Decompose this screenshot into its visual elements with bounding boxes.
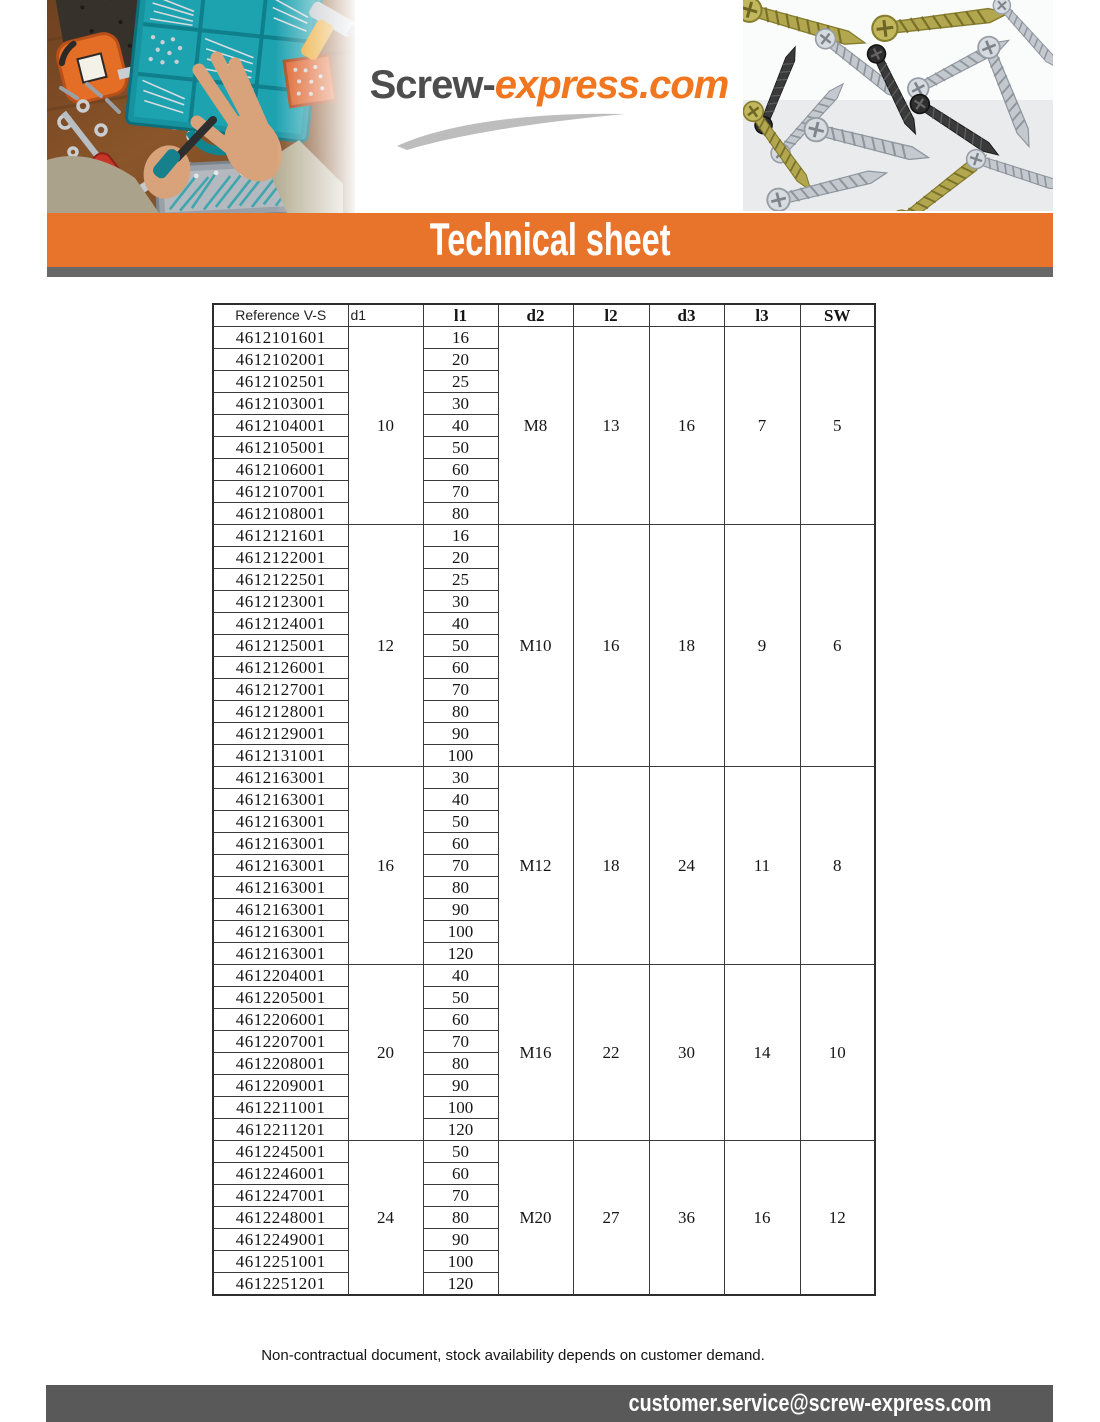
ref-cell: 4612163001 xyxy=(213,899,348,921)
l3-cell: 7 xyxy=(724,327,800,525)
l1-cell: 90 xyxy=(423,1075,498,1097)
l1-cell: 70 xyxy=(423,679,498,701)
l3-cell: 9 xyxy=(724,525,800,767)
logo-part2: express.com xyxy=(494,63,729,107)
l1-cell: 70 xyxy=(423,1185,498,1207)
l1-cell: 50 xyxy=(423,811,498,833)
l3-cell: 11 xyxy=(724,767,800,965)
l1-cell: 120 xyxy=(423,943,498,965)
col-header-l1: l1 xyxy=(423,304,498,327)
l1-cell: 40 xyxy=(423,789,498,811)
ref-cell: 4612125001 xyxy=(213,635,348,657)
sw-cell: 8 xyxy=(800,767,875,965)
l1-cell: 40 xyxy=(423,965,498,987)
ref-cell: 4612122001 xyxy=(213,547,348,569)
l1-cell: 30 xyxy=(423,591,498,613)
d1-cell: 10 xyxy=(348,327,423,525)
l1-cell: 60 xyxy=(423,1163,498,1185)
l1-cell: 60 xyxy=(423,1009,498,1031)
spec-table xyxy=(212,303,876,1296)
ref-cell: 4612245001 xyxy=(213,1141,348,1163)
l1-cell: 90 xyxy=(423,1229,498,1251)
table-row xyxy=(213,1141,875,1163)
l1-cell: 50 xyxy=(423,987,498,1009)
page-title: Technical sheet xyxy=(429,214,671,265)
col-header-d1: d1 xyxy=(348,304,423,327)
screws-illustration xyxy=(743,0,1053,211)
ref-cell: 4612127001 xyxy=(213,679,348,701)
ref-cell: 4612107001 xyxy=(213,481,348,503)
l1-cell: 60 xyxy=(423,833,498,855)
l1-cell: 25 xyxy=(423,569,498,591)
l3-cell: 16 xyxy=(724,1141,800,1296)
l1-cell: 50 xyxy=(423,437,498,459)
sw-cell: 5 xyxy=(800,327,875,525)
l1-cell: 40 xyxy=(423,415,498,437)
ref-cell: 4612123001 xyxy=(213,591,348,613)
ref-cell: 4612103001 xyxy=(213,393,348,415)
d3-cell: 24 xyxy=(649,767,724,965)
ref-cell: 4612124001 xyxy=(213,613,348,635)
table-row xyxy=(213,327,875,349)
ref-cell: 4612206001 xyxy=(213,1009,348,1031)
ref-cell: 4612102501 xyxy=(213,371,348,393)
header-row xyxy=(213,304,875,327)
ref-cell: 4612163001 xyxy=(213,943,348,965)
table-row xyxy=(213,525,875,547)
spec-table-body xyxy=(213,327,875,1296)
l1-cell: 80 xyxy=(423,1053,498,1075)
l1-cell: 40 xyxy=(423,613,498,635)
ref-cell: 4612102001 xyxy=(213,349,348,371)
l1-cell: 120 xyxy=(423,1119,498,1141)
table-row xyxy=(213,767,875,789)
d3-cell: 30 xyxy=(649,965,724,1141)
ref-cell: 4612104001 xyxy=(213,415,348,437)
workbench-illustration xyxy=(47,0,355,213)
l1-cell: 100 xyxy=(423,1251,498,1273)
l1-cell: 100 xyxy=(423,1097,498,1119)
ref-cell: 4612105001 xyxy=(213,437,348,459)
d1-cell: 24 xyxy=(348,1141,423,1296)
ref-cell: 4612209001 xyxy=(213,1075,348,1097)
l1-cell: 20 xyxy=(423,349,498,371)
spec-table-wrap xyxy=(212,303,876,1296)
col-header-d3: d3 xyxy=(649,304,724,327)
col-header-l2: l2 xyxy=(573,304,649,327)
ref-cell: 4612126001 xyxy=(213,657,348,679)
l1-cell: 60 xyxy=(423,459,498,481)
d1-cell: 12 xyxy=(348,525,423,767)
l2-cell: 22 xyxy=(573,965,649,1141)
ref-cell: 4612163001 xyxy=(213,921,348,943)
screws-photo xyxy=(743,0,1053,211)
header xyxy=(47,0,1053,213)
l1-cell: 25 xyxy=(423,371,498,393)
ref-cell: 4612246001 xyxy=(213,1163,348,1185)
l1-cell: 90 xyxy=(423,723,498,745)
d3-cell: 18 xyxy=(649,525,724,767)
title-banner xyxy=(47,213,1053,267)
sw-cell: 12 xyxy=(800,1141,875,1296)
ref-cell: 4612249001 xyxy=(213,1229,348,1251)
ref-cell: 4612108001 xyxy=(213,503,348,525)
l1-cell: 30 xyxy=(423,767,498,789)
l1-cell: 80 xyxy=(423,877,498,899)
ref-cell: 4612251001 xyxy=(213,1251,348,1273)
l1-cell: 100 xyxy=(423,921,498,943)
col-header-sw: SW xyxy=(800,304,875,327)
l1-cell: 70 xyxy=(423,1031,498,1053)
l2-cell: 27 xyxy=(573,1141,649,1296)
l1-cell: 70 xyxy=(423,481,498,503)
d2-cell: M10 xyxy=(498,525,573,767)
ref-cell: 4612207001 xyxy=(213,1031,348,1053)
l1-cell: 100 xyxy=(423,745,498,767)
l1-cell: 20 xyxy=(423,547,498,569)
ref-cell: 4612247001 xyxy=(213,1185,348,1207)
l1-cell: 80 xyxy=(423,503,498,525)
l1-cell: 70 xyxy=(423,855,498,877)
l1-cell: 80 xyxy=(423,701,498,723)
ref-cell: 4612204001 xyxy=(213,965,348,987)
workbench-photo xyxy=(47,0,355,213)
d3-cell: 16 xyxy=(649,327,724,525)
ref-cell: 4612163001 xyxy=(213,877,348,899)
ref-cell: 4612131001 xyxy=(213,745,348,767)
banner-shadow-strip xyxy=(47,267,1053,277)
logo-text xyxy=(370,63,729,108)
ref-cell: 4612129001 xyxy=(213,723,348,745)
l1-cell: 80 xyxy=(423,1207,498,1229)
table-row xyxy=(213,965,875,987)
ref-cell: 4612122501 xyxy=(213,569,348,591)
l2-cell: 16 xyxy=(573,525,649,767)
contact-email: customer.service@screw-express.com xyxy=(628,1389,991,1417)
l1-cell: 30 xyxy=(423,393,498,415)
sw-cell: 10 xyxy=(800,965,875,1141)
ref-cell: 4612211201 xyxy=(213,1119,348,1141)
l1-cell: 120 xyxy=(423,1273,498,1296)
ref-cell: 4612121601 xyxy=(213,525,348,547)
d1-cell: 20 xyxy=(348,965,423,1141)
col-header-reference-v-s: Reference V-S xyxy=(213,304,348,327)
ref-cell: 4612163001 xyxy=(213,833,348,855)
ref-cell: 4612248001 xyxy=(213,1207,348,1229)
l1-cell: 50 xyxy=(423,1141,498,1163)
l2-cell: 13 xyxy=(573,327,649,525)
ref-cell: 4612163001 xyxy=(213,811,348,833)
l2-cell: 18 xyxy=(573,767,649,965)
ref-cell: 4612211001 xyxy=(213,1097,348,1119)
ref-cell: 4612106001 xyxy=(213,459,348,481)
ref-cell: 4612163001 xyxy=(213,855,348,877)
footer-bar xyxy=(46,1385,1053,1422)
ref-cell: 4612128001 xyxy=(213,701,348,723)
d1-cell: 16 xyxy=(348,767,423,965)
d2-cell: M12 xyxy=(498,767,573,965)
logo xyxy=(355,0,743,213)
ref-cell: 4612251201 xyxy=(213,1273,348,1296)
d2-cell: M20 xyxy=(498,1141,573,1296)
col-header-l3: l3 xyxy=(724,304,800,327)
l1-cell: 16 xyxy=(423,525,498,547)
footnote: Non-contractual document, stock availability depends on customer demand. xyxy=(261,1347,765,1364)
spec-table-head xyxy=(213,304,875,327)
sw-cell: 6 xyxy=(800,525,875,767)
ref-cell: 4612163001 xyxy=(213,767,348,789)
l1-cell: 60 xyxy=(423,657,498,679)
logo-part1: Screw- xyxy=(369,63,495,107)
l3-cell: 14 xyxy=(724,965,800,1141)
d3-cell: 36 xyxy=(649,1141,724,1296)
col-header-d2: d2 xyxy=(498,304,573,327)
d2-cell: M8 xyxy=(498,327,573,525)
l1-cell: 90 xyxy=(423,899,498,921)
l1-cell: 50 xyxy=(423,635,498,657)
l1-cell: 16 xyxy=(423,327,498,349)
ref-cell: 4612208001 xyxy=(213,1053,348,1075)
logo-swoosh xyxy=(389,110,629,150)
ref-cell: 4612101601 xyxy=(213,327,348,349)
ref-cell: 4612163001 xyxy=(213,789,348,811)
d2-cell: M16 xyxy=(498,965,573,1141)
ref-cell: 4612205001 xyxy=(213,987,348,1009)
